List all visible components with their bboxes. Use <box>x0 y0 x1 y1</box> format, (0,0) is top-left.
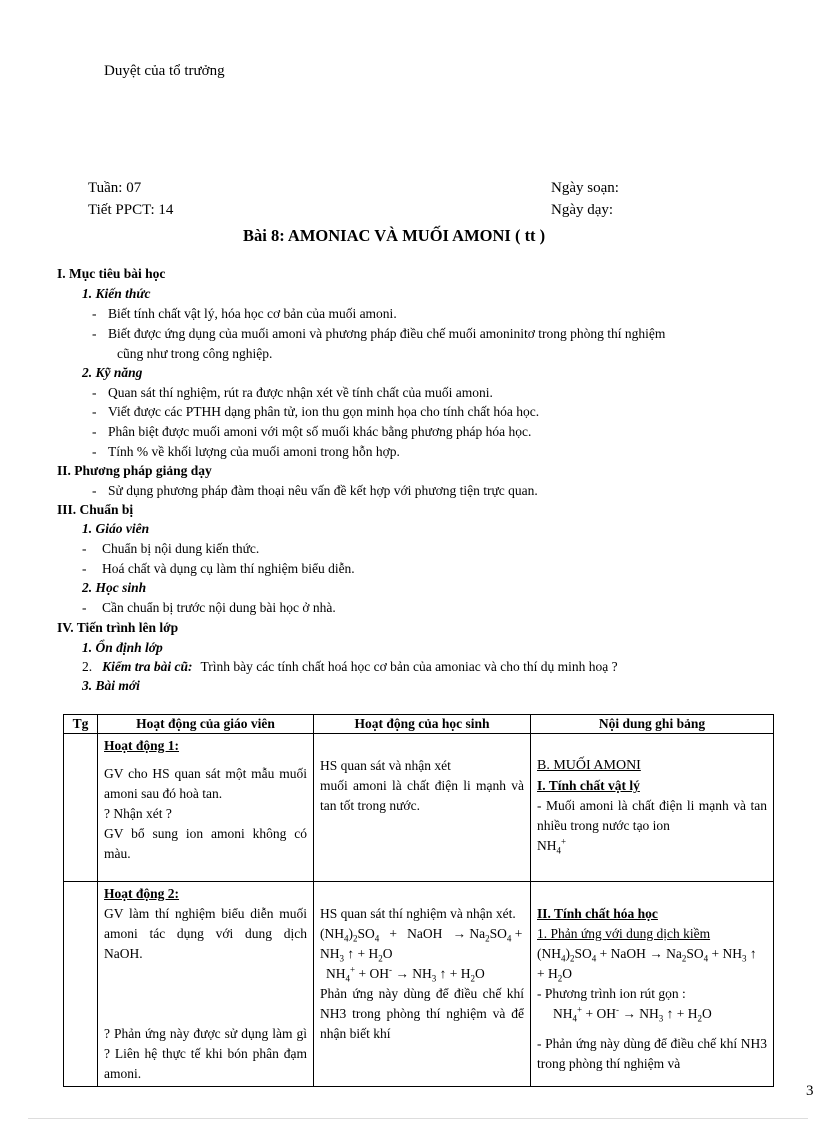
page-number: 3 <box>806 1083 814 1099</box>
content-title: B. MUỐI AMONI <box>537 758 641 773</box>
list-item: - Quan sát thí nghiệm, rút ra được nhận xét về tính chất của muối amoni. <box>92 385 493 400</box>
student-equation: $(NH_4)_2SO_4$ + NaOH → $Na_2SO_4 + NH_3$ ↑ + $H_2O$ <box>320 926 523 964</box>
list-item: - Phân biệt được muối amoni với một số muối khác bằng phương pháp hóa học. <box>92 424 532 439</box>
teach-date-label: Ngày dạy: <box>551 202 614 218</box>
student-cell <box>314 882 531 1087</box>
list-item: - Biết được ứng dụng của muối amoni và phương pháp điều chế muối amoninitơ trong phòng thí nghiệm <box>92 326 666 341</box>
table-header-row <box>64 715 774 734</box>
period-label: Tiết PPCT: 14 <box>88 202 174 218</box>
content-text: - Phương trình ion rút gọn : <box>537 986 686 1001</box>
table-row <box>64 734 774 882</box>
header-content: Nội dung ghi bảng <box>531 715 774 734</box>
section-2-heading: II. Phương pháp giảng dạy <box>57 463 212 478</box>
ion-label: $NH_4^+$ <box>537 836 567 856</box>
week-label: Tuần: 07 <box>88 180 142 196</box>
content-text: - Muối amoni là chất điện li mạnh và tan nhiều trong nước tạo ion <box>537 798 767 833</box>
student-text: HS quan sát và nhận xét <box>320 758 451 773</box>
content-cell <box>531 734 774 882</box>
approval-text: Duyệt của tổ trưởng <box>104 63 225 79</box>
page-divider <box>28 1118 808 1119</box>
list-item: - Viết được các PTHH dạng phân tử, ion thu gọn minh họa cho tính chất hóa học. <box>92 404 540 419</box>
header-student: Hoạt động của học sinh <box>314 715 531 734</box>
teacher-text: GV cho HS quan sát một mẫu muối amoni sau đó hoà tan. <box>104 766 307 801</box>
teacher-question: ? Nhận xét ? <box>104 806 172 821</box>
section-3-1-heading: 1. Giáo viên <box>82 521 150 536</box>
section-4-2-label: Kiểm tra bài cũ: <box>102 659 193 674</box>
teacher-question: ? Phản ứng này được sử dụng làm gì ? Liên hệ thực tế khi bón phân đạm amoni. <box>104 1026 307 1081</box>
student-ion-equation: $NH_4^+ + OH^- \to NH_3$ ↑ + $H_2O$ <box>326 964 485 984</box>
teacher-cell <box>98 734 314 882</box>
activity-title: Hoạt động 2: <box>104 886 180 901</box>
header-teacher: Hoạt động của giáo viên <box>98 715 314 734</box>
lesson-title: Bài 8: AMONIAC VÀ MUỐI AMONI ( tt ) <box>243 226 546 245</box>
prep-date-label: Ngày soạn: <box>551 180 619 196</box>
activity-title: Hoạt động 1: <box>104 738 180 753</box>
section-1-2-heading: 2. Kỹ năng <box>82 365 143 380</box>
student-text: HS quan sát thí nghiệm và nhận xét. <box>320 906 516 921</box>
list-item: - Chuẩn bị nội dung kiến thức. <box>82 541 260 556</box>
list-item: - Hoá chất và dụng cụ làm thí nghiệm biểu diễn. <box>82 561 355 576</box>
content-text: - Phản ứng này dùng để điều chế khí NH3 trong phòng thí nghiệm và <box>537 1036 767 1071</box>
section-4-heading: IV. Tiến trình lên lớp <box>57 620 179 635</box>
section-1-heading: I. Mục tiêu bài học <box>57 266 166 281</box>
student-text: Phản ứng này dùng để điều chế khí NH3 trong phòng thí nghiệm và để nhận biết khí <box>320 986 524 1041</box>
teacher-cell <box>98 882 314 1087</box>
content-title: II. Tính chất hóa học <box>537 906 658 921</box>
table-row <box>64 882 774 1087</box>
header-tg: Tg <box>64 715 98 734</box>
content-subtitle: 1. Phản ứng với dung dịch kiềm <box>537 926 711 941</box>
teacher-text: GV làm thí nghiệm biểu diễn muối amoni tác dụng với dung dịch NaOH. <box>104 906 307 961</box>
tg-cell <box>64 882 98 1087</box>
section-1-1-heading: 1. Kiến thức <box>82 286 151 301</box>
section-4-2-line: 2. Kiểm tra bài cũ: Trình bày các tính chất hoá học cơ bản của amoniac và cho thí dụ minh hoạ ? <box>82 659 618 674</box>
content-equation: $(NH_4)_2SO_4$ + NaOH → $Na_2SO_4 + NH_3$ ↑ + $H_2O$ <box>537 946 757 984</box>
list-item: - Cần chuẩn bị trước nội dung bài học ở nhà. <box>82 600 336 615</box>
student-cell <box>314 734 531 882</box>
list-item: - Sử dụng phương pháp đàm thoại nêu vấn đề kết hợp với phương tiện trực quan. <box>92 483 538 498</box>
section-3-2-heading: 2. Học sinh <box>82 580 147 595</box>
section-4-1-heading: 1. Ổn định lớp <box>82 640 163 655</box>
tg-cell <box>64 734 98 882</box>
list-item: - Biết tính chất vật lý, hóa học cơ bản của muối amoni. <box>92 306 397 321</box>
content-ion-equation: $NH_4^+ + OH^- \to NH_3$ ↑ + $H_2O$ <box>553 1004 712 1024</box>
lesson-table <box>63 714 774 1087</box>
teacher-text: GV bổ sung ion amoni không có màu. <box>104 826 307 861</box>
student-text: muối amoni là chất điện li mạnh và tan tốt trong nước. <box>320 778 524 813</box>
list-item: - Tính % về khối lượng của muối amoni trong hỗn hợp. <box>92 444 400 459</box>
section-3-heading: III. Chuẩn bị <box>57 502 134 517</box>
content-cell <box>531 882 774 1087</box>
list-item-continuation: cũng như trong công nghiệp. <box>117 346 273 361</box>
section-4-3-heading: 3. Bài mới <box>82 678 140 693</box>
content-subtitle: I. Tính chất vật lý <box>537 778 640 793</box>
